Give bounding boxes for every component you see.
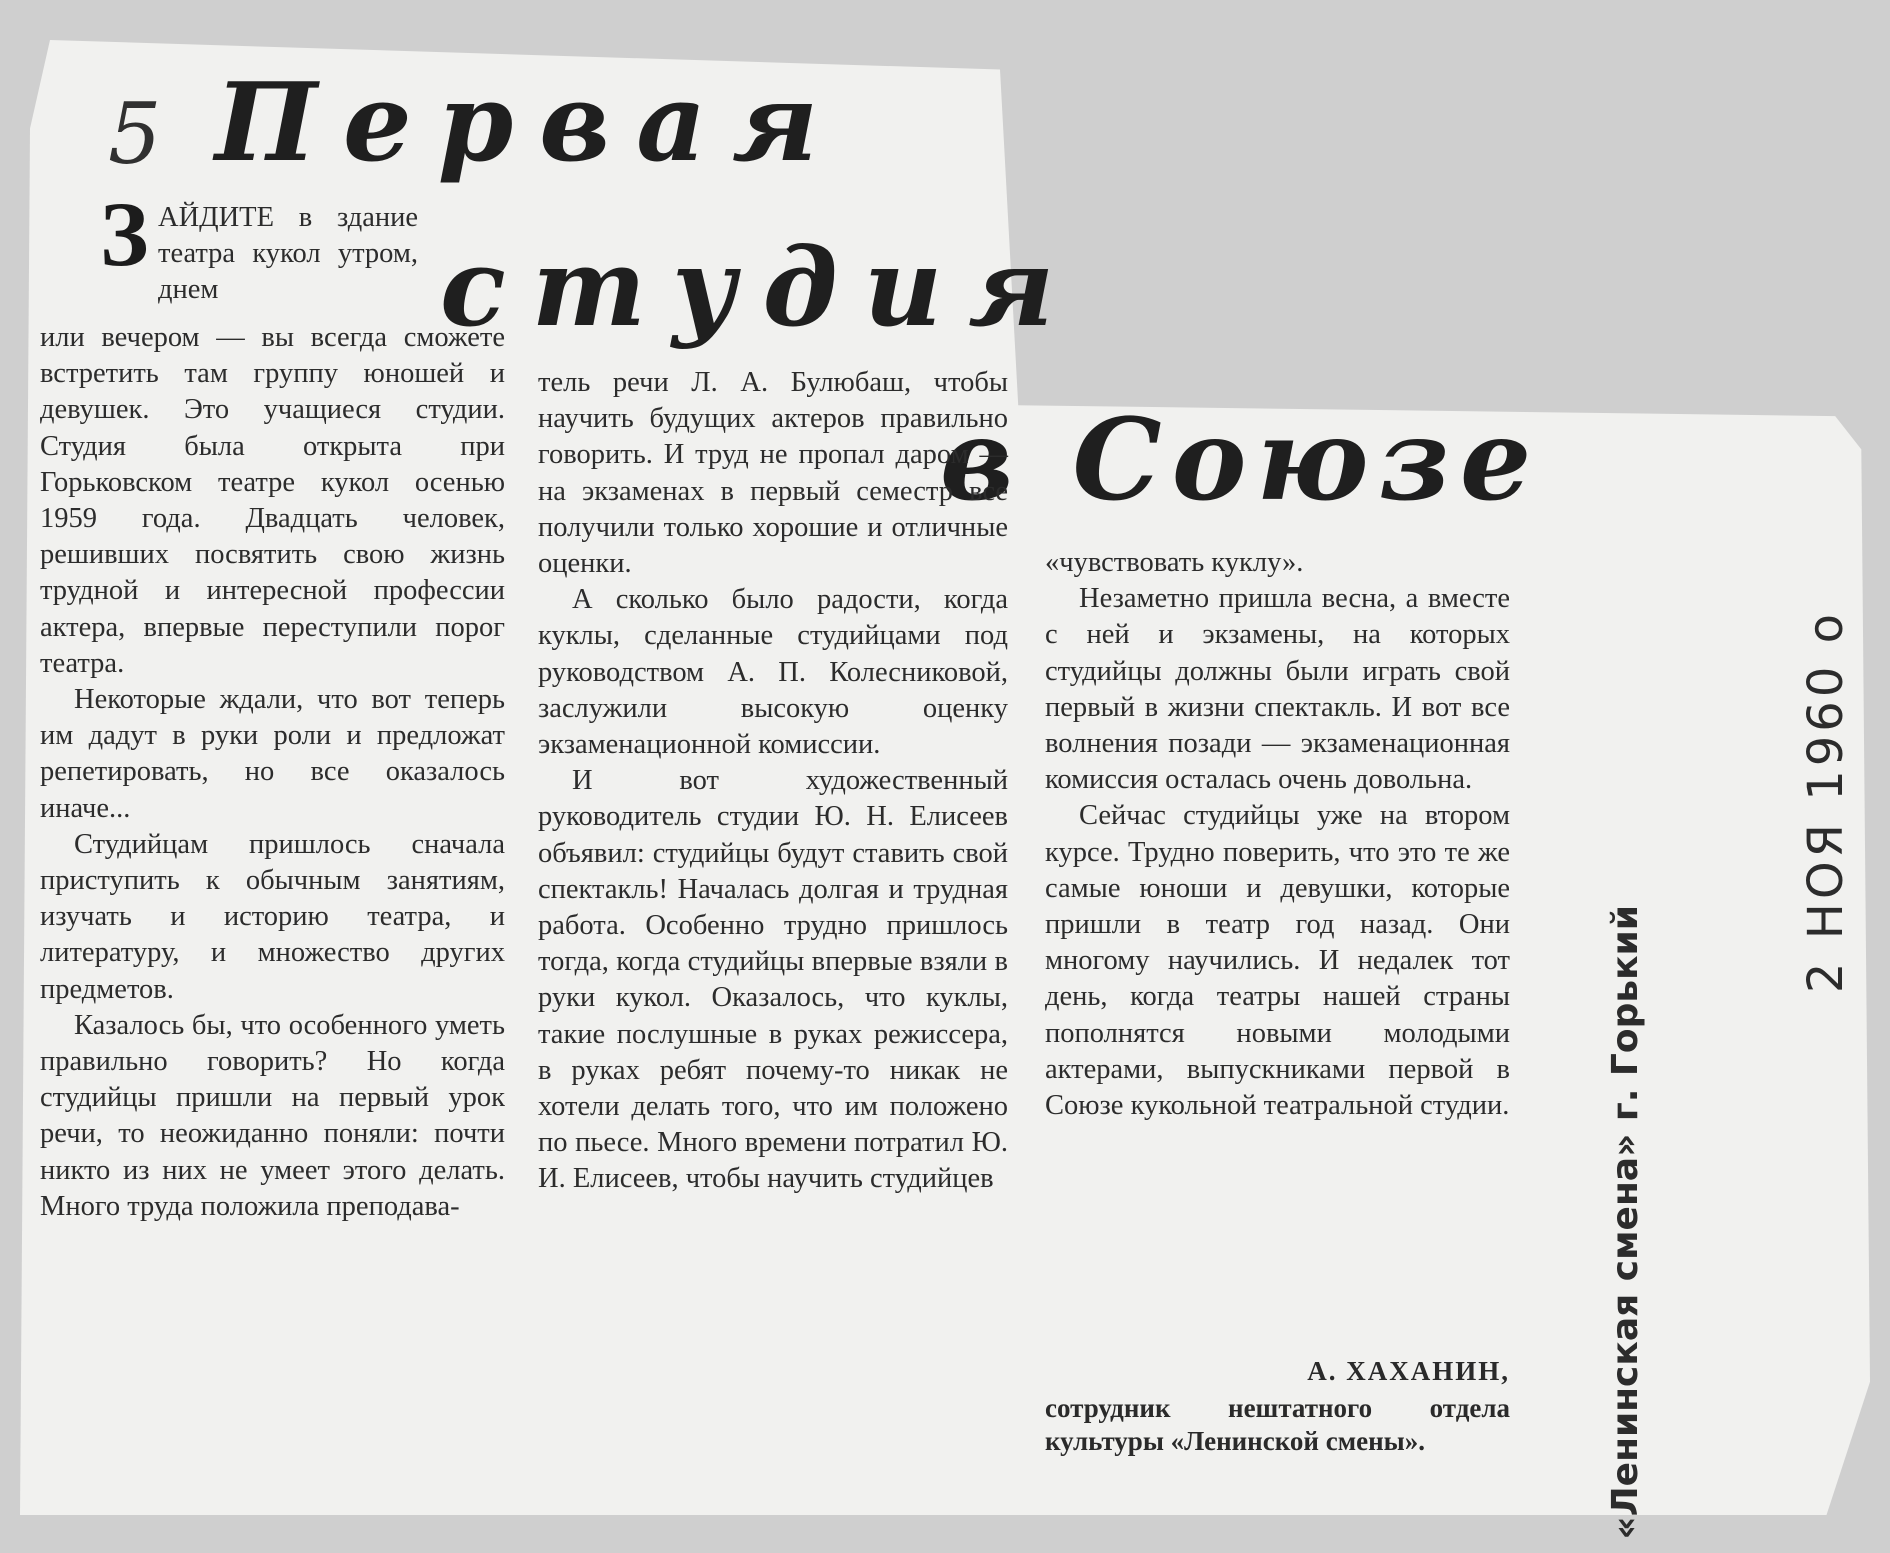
headline-line-1: Первая [215, 60, 845, 186]
date-stamp: 2 НОЯ 1960 о [1798, 610, 1854, 994]
column-2-paragraph: А сколько было радости, когда куклы, сделанные студийцами под руководством А. П. Колесниковой, заслужили высокую оценку экзаменационной комиссии. [538, 584, 1008, 761]
article-opening-lines: АЙДИТЕ в здание театра кукол утром, днем [158, 202, 418, 306]
column-2-continuation: тель речи Л. А. Булюбаш, чтобы научить будущих актеров правильно говорить. И труд не пропал даром — на экзаменах в первый семестр все получили только хорошие и отличные оценки. [538, 367, 1008, 580]
headline-line-2: студия [440, 225, 1081, 351]
column-1-paragraph: Студийцам пришлось сначала приступить к обычным занятиям, изучать и историю театра, и литературу, и множество других предметов. [40, 828, 505, 1005]
column-1-paragraph: Казалось бы, что особенного уметь правильно говорить? Но когда студийцы пришли на первый урок речи, то неожиданно поняли: почти никто из них не умеет этого делать. Много труда положила преподава- [40, 1009, 505, 1222]
column-2-paragraph: И вот художественный руководитель студии Ю. Н. Елисеев объявил: студийцы будут ставить свой спектакль! Началась долгая и трудная работа. Особенно трудно пришлось тогда, когда студийцы впервые взяли в руки кукол. Оказалось, что куклы, такие послушные в руках режиссера, в руках ребят почему-то никак не хотели делать того, что им положено по пьесе. Много времени потратил Ю. И. Елисеев, чтобы научить студийцев [538, 765, 1008, 1195]
article-column-1 [40, 320, 505, 1225]
article-column-2 [538, 365, 1008, 1198]
article-column-3 [1045, 545, 1510, 1124]
drop-cap: З [100, 183, 149, 285]
handwritten-mark: 5 [108, 85, 162, 183]
newspaper-stamp: «Ленинская смена» г. Горький [1605, 905, 1646, 1540]
author-name: А. ХАХАНИН, [1307, 1356, 1510, 1386]
column-3-paragraph: Сейчас студийцы уже на втором курсе. Трудно поверить, что это те же самые юноши и девушки, которые пришли в театр год назад. Они многому научились. И недалек тот день, когда театры нашей страны пополнятся новыми молодыми актерами, выпускниками первой в Союзе кукольной театральной студии. [1045, 800, 1510, 1122]
column-1-continuation: или вечером — вы всегда сможете встретить там группу юношей и девушек. Это учащиеся студии. Студия была открыта при Горьковском театре кукол осенью 1959 года. Двадцать человек, решивших посвятить свою жизнь трудной и интересной профессии актера, впервые переступили порог театра. [40, 322, 505, 679]
column-1-paragraph: Некоторые ждали, что вот теперь им дадут в руки роли и предложат репетировать, но все оказалось иначе... [40, 684, 505, 824]
author-signature [1045, 1355, 1510, 1458]
headline-line-3: в Союзе [940, 395, 1542, 526]
column-3-continuation: «чувствовать куклу». [1045, 547, 1304, 578]
column-3-paragraph: Незаметно пришла весна, а вместе с ней и экзамены, на которых студийцы должны были играть свой первый в жизни спектакль. И вот все волнения позади — экзаменационная комиссия осталась очень довольна. [1045, 583, 1510, 796]
author-title: сотрудник нештатного отдела культуры «Ленинской смены». [1045, 1393, 1510, 1456]
